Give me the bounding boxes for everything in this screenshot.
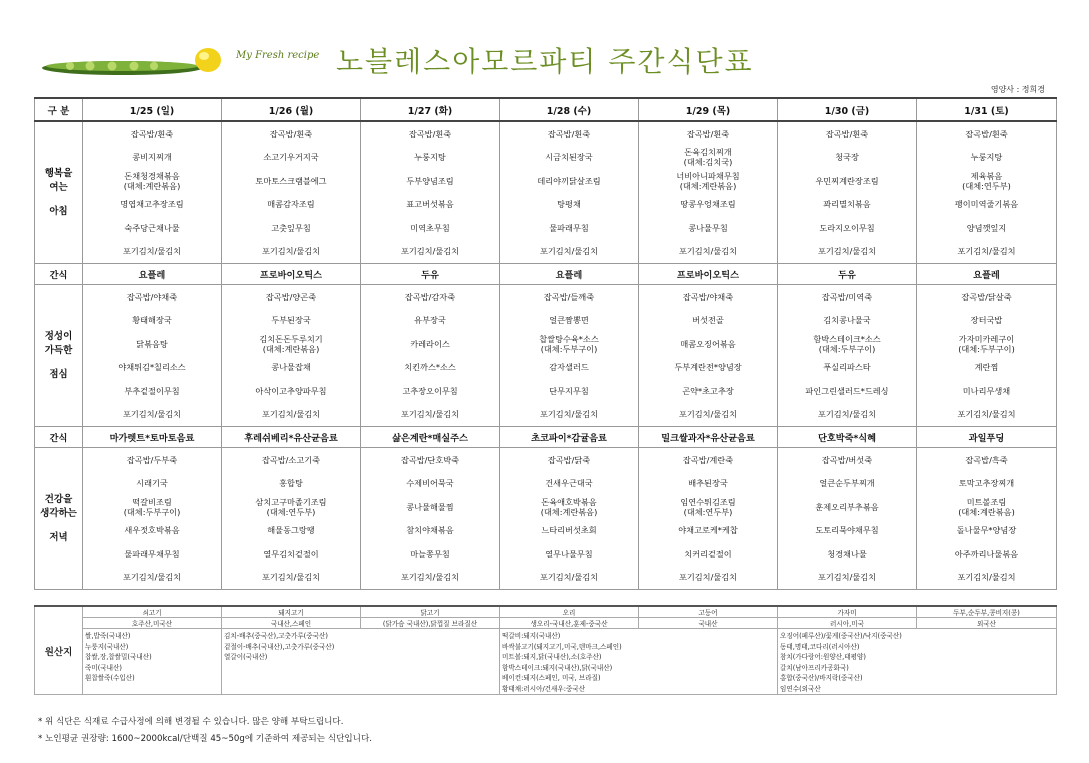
menu-item: 포기김치/물김치: [817, 409, 877, 420]
menu-item: 잡곡밥/흰죽: [269, 128, 313, 139]
meal-cell: [778, 285, 917, 427]
menu-item: 누룽지탕: [414, 152, 446, 163]
meal-cell: [639, 285, 778, 427]
snack-item: 마가렛트*토마토음료: [83, 427, 222, 448]
menu-item: 탕평채: [557, 199, 581, 210]
menu-item: 팽이미역줄기볶음: [954, 199, 1019, 210]
menu-item: 잡곡밥/들깨죽: [543, 291, 595, 302]
menu-item: 잡곡밥/흰죽: [130, 128, 174, 139]
menu-item: 포기김치/물김치: [957, 246, 1016, 257]
menu-item: 김치콩나물국: [823, 315, 871, 326]
menu-item: 잡곡밥/흰죽: [965, 128, 1008, 139]
menu-item: 포기김치/물김치: [122, 246, 182, 257]
weekly-menu-table: [34, 97, 1057, 590]
menu-item: 포기김치/물김치: [539, 246, 599, 257]
menu-item: 포기김치/물김치: [678, 246, 738, 257]
menu-item: 돈육애호박볶음 (대체:계란볶음): [540, 496, 598, 517]
menu-item: 고춧잎무침: [271, 222, 311, 233]
menu-item: 곤약*초고추장: [682, 385, 734, 396]
origin-list-item: 죽미(국내산): [85, 663, 122, 672]
pea-pod-logo-icon: [40, 46, 230, 82]
menu-item: 잡곡밥/양곤죽: [265, 291, 317, 302]
snack-item: 초코파이*감귤음료: [500, 427, 639, 448]
menu-item: 유부장국: [414, 315, 446, 326]
menu-item: 해물동그랑땡: [267, 525, 315, 536]
menu-item: 잡곡밥/소고기죽: [261, 454, 321, 465]
menu-item: 장터국밥: [970, 315, 1003, 326]
menu-item: 잡곡밥/미역죽: [821, 291, 873, 302]
origin-header: 고등어: [639, 606, 778, 618]
menu-item: 시금치된장국: [545, 152, 593, 163]
menu-item: 미나리무생채: [962, 385, 1011, 396]
origin-list-item: 흰찹쌀죽(수입산): [85, 674, 135, 682]
page-title: 노블레스아모르파티 주간식단표: [336, 45, 754, 78]
menu-item: 닭볶음탕: [136, 338, 168, 349]
menu-item: 참치야채볶음: [406, 525, 454, 536]
day-header: 1/28 (수): [500, 98, 639, 121]
origin-value: 호주산,미국산: [83, 618, 222, 629]
dinner-row: [35, 448, 1057, 590]
footnote: * 위 식단은 식재료 수급사정에 의해 변경될 수 있습니다. 많은 양해 부탁드립니다.: [38, 717, 344, 727]
snack-label: 간식: [35, 427, 83, 448]
menu-item: 잡곡밥/흰죽: [547, 128, 591, 139]
meal-cell: [361, 285, 500, 427]
meal-label: 행복을 여는: [44, 167, 73, 193]
origin-list-item: 누룽지(국내산): [85, 642, 129, 651]
menu-item: 잡곡밥/닭죽: [547, 454, 591, 465]
menu-item: 감자샐러드: [549, 362, 589, 373]
meal-cell: [83, 285, 222, 427]
menu-item: 수제비어묵국: [406, 478, 454, 489]
snack-item: 두유: [778, 264, 917, 285]
menu-item: 함박스테이크*소스 (대체:두부구이): [813, 333, 881, 354]
menu-item: 포기김치/물김치: [817, 246, 877, 257]
origin-value: 외국산: [917, 618, 1057, 629]
origin-header: 두부,순두부,콩비지(콩): [917, 606, 1057, 618]
snack-item: 요플레: [83, 264, 222, 285]
day-header: 1/26 (월): [222, 98, 361, 121]
menu-item: 우민찌계란장조림: [815, 175, 879, 186]
menu-item: 잡곡밥/흰죽: [408, 128, 452, 139]
menu-item: 포기김치/물김치: [261, 409, 321, 420]
menu-item: 표고버섯볶음: [406, 199, 454, 210]
meal-cell: [222, 121, 361, 264]
menu-item: 잡곡밥/감자죽: [404, 291, 456, 302]
meal-cell: [83, 121, 222, 264]
menu-item: 콩비지찌개: [132, 152, 172, 163]
menu-item: 잡곡밥/단호박죽: [400, 454, 460, 465]
snack-label: 간식: [35, 264, 83, 285]
menu-item: 떡갈비조림 (대체:두부구이): [123, 496, 181, 517]
origin-list-item: 바싹불고기(돼지고기,미국,덴마크,스페인): [502, 642, 622, 651]
menu-item: 미트볼조림 (대체:계란볶음): [958, 496, 1015, 517]
breakfast-row: [35, 121, 1057, 264]
snack-item: 요플레: [917, 264, 1057, 285]
origin-value: 국내산: [639, 618, 778, 629]
menu-item: 잡곡밥/흰죽: [686, 128, 730, 139]
origin-list-item: 홍합(중국산)/바지락(중국산): [780, 674, 863, 682]
menu-item: 파인그린샐러드*드레싱: [805, 385, 889, 396]
menu-item: 황태해장국: [132, 315, 172, 326]
origin-value-row: [35, 618, 1057, 629]
menu-item: 데리야끼닭살조림: [537, 175, 601, 186]
origin-value: 러시아,미국: [778, 618, 917, 629]
meal-cell: [917, 121, 1057, 264]
menu-item: 포기김치/물김치: [817, 572, 877, 583]
snack-item: 두유: [361, 264, 500, 285]
menu-item: 두부된장국: [271, 315, 311, 326]
origin-list-item: 황태채:러시아/건새우:중국산: [502, 684, 586, 693]
meal-cell: [778, 121, 917, 264]
menu-item: 포기김치/물김치: [400, 572, 460, 583]
menu-item: 훈제오리부추볶음: [815, 501, 879, 512]
meal-cell: [778, 448, 917, 590]
snack-item: 프로바이오틱스: [222, 264, 361, 285]
meal-cell: [222, 448, 361, 590]
meal-cell: [222, 285, 361, 427]
origin-header: 돼지고기: [222, 606, 361, 618]
footnotes: [38, 714, 372, 748]
menu-item: 물파래무침: [549, 222, 589, 233]
origin-list-item: 김치-배추(중국산),고춧가루(중국산): [224, 632, 328, 640]
menu-item: 포기김치/물김치: [122, 409, 182, 420]
menu-item: 잡곡밥/버섯죽: [821, 454, 873, 465]
menu-item: 삼치고구마졸기조림 (대체:연두부): [255, 496, 327, 517]
day-header: 1/29 (목): [639, 98, 778, 121]
menu-item: 포기김치/물김치: [539, 572, 599, 583]
meal-cell: [639, 121, 778, 264]
snack-row: [35, 427, 1057, 448]
meal-cell: [917, 285, 1057, 427]
meal-cell: [917, 448, 1057, 590]
menu-item: 푸실리파스타: [823, 362, 871, 373]
menu-item: 미역초무침: [410, 222, 450, 233]
lunch-row: [35, 285, 1057, 427]
menu-item: 잡곡밥/야채죽: [682, 291, 734, 302]
menu-item: 명엽채고추장조림: [120, 199, 184, 210]
menu-item: 포기김치/물김치: [261, 572, 321, 583]
day-header: 1/25 (일): [83, 98, 222, 121]
menu-item: 새우젓호박볶음: [124, 525, 180, 536]
menu-item: 잡곡밥/닭살죽: [961, 291, 1012, 302]
origin-list-item: 떡갈비:돼지(국내산): [502, 632, 561, 640]
menu-item: 아주까리나물볶음: [954, 548, 1019, 559]
menu-item: 누룽지탕: [970, 152, 1003, 163]
menu-item: 소고기우거지국: [263, 152, 319, 163]
snack-row: [35, 264, 1057, 285]
menu-item: 버섯전골: [692, 315, 724, 326]
origin-list-meats: [500, 629, 778, 695]
meal-cell: [361, 448, 500, 590]
menu-item: 카레라이스: [410, 338, 450, 349]
day-header: 1/30 (금): [778, 98, 917, 121]
menu-item: 콩나물해물찜: [406, 501, 454, 512]
menu-item: 계란찜: [974, 362, 999, 373]
menu-item: 포기김치/물김치: [957, 572, 1016, 583]
menu-item: 열무나물무침: [545, 548, 593, 559]
origin-list-grains: [83, 629, 222, 695]
menu-item: 느타리버섯초회: [541, 525, 597, 536]
menu-item: 가자미카레구이 (대체:두부구이): [958, 333, 1015, 354]
snack-item: 밀크쌀과자*유산균음료: [639, 427, 778, 448]
meal-sublabel: 점심: [49, 368, 68, 380]
menu-item: 콩나물무침: [688, 222, 728, 233]
meal-cell: [361, 121, 500, 264]
menu-item: 매콤감자조림: [267, 199, 315, 210]
menu-item: 매콤오징어볶음: [680, 338, 736, 349]
snack-item: 후레쉬베리*유산균음료: [222, 427, 361, 448]
menu-item: 포기김치/물김치: [957, 409, 1016, 420]
origin-list-item: 함박스테이크:돼지(국내산),닭(국내산): [502, 663, 613, 672]
origin-list-item: 동태,명태,코다리(러시아산): [780, 642, 860, 651]
menu-item: 두부양념조림: [406, 175, 454, 186]
menu-item: 포기김치/물김치: [678, 572, 738, 583]
meal-sublabel: 아침: [49, 205, 68, 217]
menu-item: 두부계란전*양념장: [674, 362, 742, 373]
menu-item: 임연수튀김조림 (대체:연두부): [680, 496, 736, 517]
menu-item: 홍합탕: [279, 478, 303, 489]
menu-item: 배추된장국: [688, 478, 728, 489]
label-column-header: 구 분: [35, 98, 83, 121]
origin-value: (닭가슴 국내산),닭껍질 브라질산: [361, 618, 500, 629]
origin-table: [34, 605, 1057, 695]
menu-item: 고추장오이무침: [402, 385, 458, 396]
origin-value: 생오리-국내산,훈제-중국산: [500, 618, 639, 629]
menu-item: 돌나물무*양념장: [956, 525, 1017, 536]
menu-item: 포기김치/물김치: [400, 246, 460, 257]
menu-item: 도라지오이무침: [819, 222, 875, 233]
menu-item: 돈육김치찌개 (대체:김치국): [683, 147, 733, 168]
menu-item: 야채튀김*칠리소스: [118, 362, 186, 373]
menu-item: 잡곡밥/흰죽: [825, 128, 869, 139]
menu-item: 시래기국: [136, 478, 168, 489]
day-header: 1/27 (화): [361, 98, 500, 121]
menu-item: 치킨까스*소스: [404, 362, 456, 373]
menu-item: 포기김치/물김치: [678, 409, 738, 420]
menu-item: 도토리묵야채무침: [815, 525, 879, 536]
origin-list-item: 오징어(페루산)/꽃게(중국산)/낙지(중국산): [780, 632, 902, 640]
lunch-label: [35, 285, 83, 427]
menu-item: 청경채나물: [827, 548, 867, 559]
menu-item: 토마토스크램블에그: [255, 175, 327, 186]
menu-item: 꽈리멸치볶음: [823, 199, 871, 210]
origin-list-item: 참치(가다랑어:원양산,태평양): [780, 653, 866, 661]
menu-item: 포기김치/물김치: [539, 409, 599, 420]
meal-cell: [500, 285, 639, 427]
menu-item: 잡곡밥/계란죽: [682, 454, 734, 465]
brand-text: My Fresh recipe: [236, 50, 320, 61]
meal-label: 정성이 가득한: [44, 330, 73, 356]
menu-item: 얼큰순두부찌개: [819, 478, 875, 489]
origin-list-item: 미트볼:돼지,닭(국내산),소(호주산): [502, 653, 602, 661]
menu-item: 포기김치/물김치: [122, 572, 182, 583]
origin-header: 닭고기: [361, 606, 500, 618]
menu-item: 건새우근대국: [545, 478, 593, 489]
menu-item: 너비아니파채무침 (대체:계란볶음): [676, 170, 740, 191]
origin-list-item: 찹쌀,장,찹쌀밀(국내산): [85, 653, 152, 661]
origin-header: 쇠고기: [83, 606, 222, 618]
origin-list-item: 겉절이-배추(국내산),고춧가루(중국산): [224, 642, 335, 651]
menu-item: 잡곡밥/흑죽: [965, 454, 1008, 465]
origin-list-item: 쌀,밥죽(국내산): [85, 632, 131, 640]
origin-value: 국내산,스페인: [222, 618, 361, 629]
menu-item: 제육볶음 (대체:연두부): [962, 170, 1011, 191]
menu-item: 아삭이고추양파무침: [255, 385, 327, 396]
menu-item: 돈채청경채볶음 (대체:계란볶음): [123, 170, 181, 191]
origin-list-seafood: [778, 629, 1057, 695]
origin-list-kimchi: [222, 629, 500, 695]
menu-item: 치커리겉절이: [684, 548, 732, 559]
menu-item: 부추겉절이무침: [124, 385, 180, 396]
origin-list-item: 갈치(남아프리카공화국): [780, 663, 849, 672]
menu-item: 콩나물잡채: [271, 362, 311, 373]
menu-item: 김치돈돈두루치기 (대체:계란볶음): [259, 333, 323, 354]
day-header-row: [35, 98, 1057, 121]
menu-item: 땅콩우엉채조림: [680, 199, 736, 210]
snack-item: 과일푸딩: [917, 427, 1057, 448]
dinner-label: [35, 448, 83, 590]
day-header: 1/31 (토): [917, 98, 1057, 121]
menu-item: 양념깻잎지: [966, 222, 1007, 233]
origin-list-item: 임연수(외국산: [780, 684, 821, 693]
menu-item: 잡곡밥/두부죽: [126, 454, 178, 465]
menu-item: 물파래무채무침: [124, 548, 180, 559]
meal-label: 건강을 생각하는: [40, 493, 77, 519]
origin-list-item: 베이컨:돼지(스페인, 미국, 브라질): [502, 674, 601, 682]
origin-header: 오리: [500, 606, 639, 618]
meal-sublabel: 저녁: [49, 531, 68, 543]
menu-item: 야채고로케*케찹: [678, 525, 738, 536]
snack-item: 삶은계란*매실주스: [361, 427, 500, 448]
origin-list-row: [35, 629, 1057, 695]
origin-label: 원산지: [35, 606, 83, 695]
menu-item: 포기김치/물김치: [400, 409, 460, 420]
menu-item: 잡곡밥/야채죽: [126, 291, 178, 302]
nutritionist-label: 영양사 : 정희경: [990, 85, 1045, 94]
menu-item: 단무지무침: [549, 385, 589, 396]
meal-cell: [500, 121, 639, 264]
origin-header: 가자미: [778, 606, 917, 618]
meal-cell: [639, 448, 778, 590]
menu-item: 마늘쫑무침: [410, 548, 450, 559]
page-header: [0, 0, 1089, 96]
meal-cell: [500, 448, 639, 590]
menu-item: 열무김치겉절이: [263, 548, 319, 559]
snack-item: 요플레: [500, 264, 639, 285]
menu-item: 토막고추장찌개: [958, 478, 1015, 489]
menu-item: 찹쌀탕수육*소스 (대체:두부구이): [539, 333, 599, 354]
menu-item: 포기김치/물김치: [261, 246, 321, 257]
snack-item: 단호박죽*식혜: [778, 427, 917, 448]
footnote: * 노인평균 권장량: 1600~2000kcal/단백질 45~50g에 기준하여 제공되는 식단입니다.: [38, 734, 373, 744]
origin-header-row: [35, 606, 1057, 618]
origin-list-item: 열갈이(국내산): [224, 653, 268, 661]
menu-item: 숙주당근채나물: [124, 222, 180, 233]
snack-item: 프로바이오틱스: [639, 264, 778, 285]
menu-item: 청국장: [835, 152, 859, 163]
menu-item: 얼큰짬뽕면: [549, 315, 589, 326]
meal-cell: [83, 448, 222, 590]
breakfast-label: [35, 121, 83, 264]
